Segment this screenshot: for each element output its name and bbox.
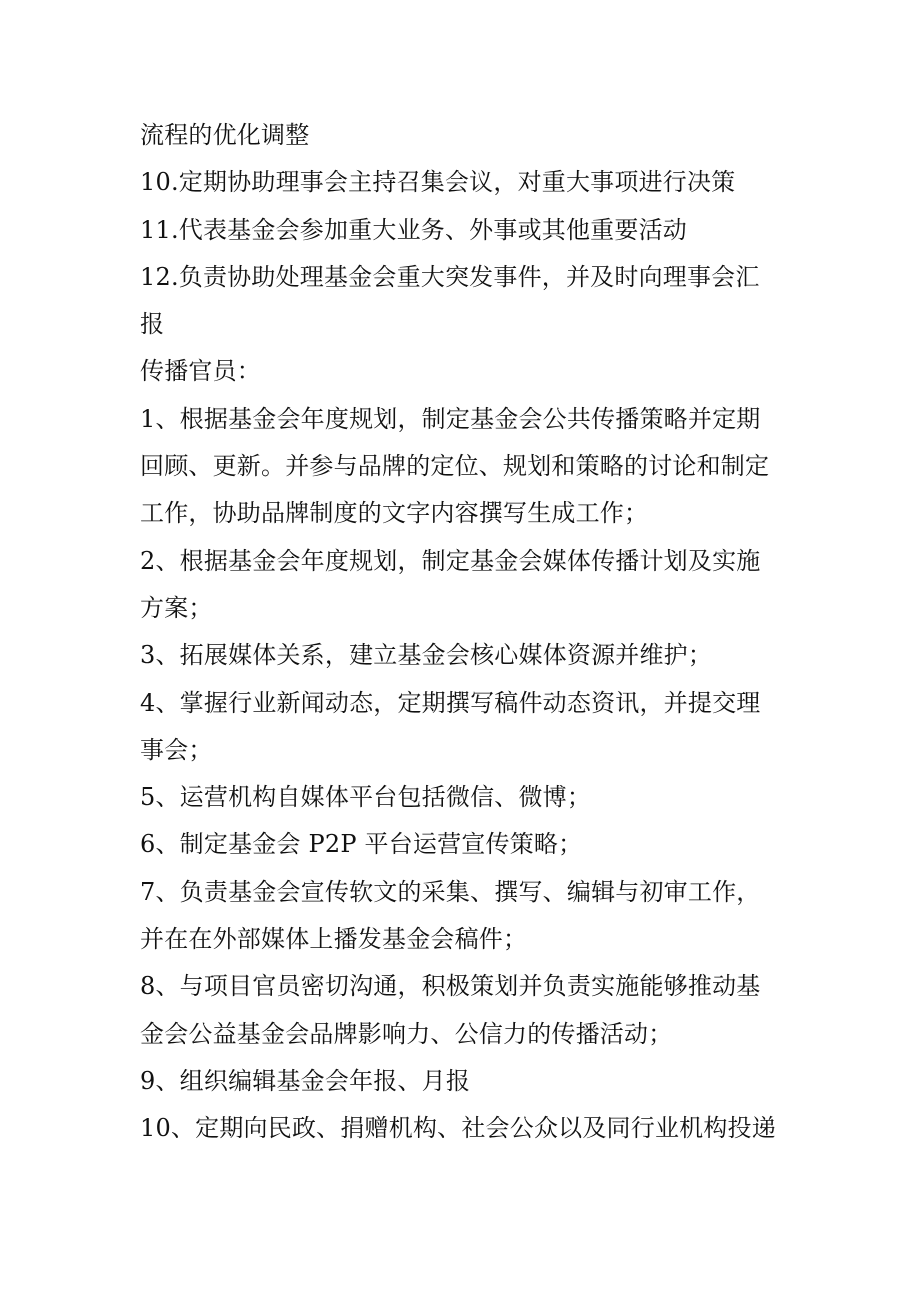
text-line: 5、运营机构自媒体平台包括微信、微博； [140,783,592,812]
text-line: 9、组织编辑基金会年报、月报 [140,1066,471,1095]
text-line: 7、负责基金会宣传软文的采集、撰写、编辑与初审工作， [140,877,761,906]
text-line: 6、制定基金会 P2P 平台运营宣传策略； [140,830,583,859]
text-line: 事会； [140,735,213,764]
text-line: 回顾、更新。并参与品牌的定位、规划和策略的讨论和制定 [140,452,770,481]
text-line: 10、定期向民政、捐赠机构、社会公众以及同行业机构投递 [140,1114,776,1143]
text-line: 2、根据基金会年度规划，制定基金会媒体传播计划及实施 [140,546,761,575]
text-line: 金会公益基金会品牌影响力、公信力的传播活动； [140,1019,673,1048]
text-line: 4、掌握行业新闻动态，定期撰写稿件动态资讯，并提交理 [140,688,761,717]
document-body [140,112,790,1153]
text-line: 3、拓展媒体关系，建立基金会核心媒体资源并维护； [140,641,713,670]
text-line: 8、与项目官员密切沟通，积极策划并负责实施能够推动基 [140,972,761,1001]
text-line: 并在在外部媒体上播发基金会稿件； [140,925,528,954]
text-line: 11.代表基金会参加重大业务、外事或其他重要活动 [140,215,687,244]
text-line: 1、根据基金会年度规划，制定基金会公共传播策略并定期 [140,404,761,433]
text-line: 流程的优化调整 [140,121,310,149]
text-line: 12.负责协助处理基金会重大突发事件，并及时向理事会汇 [140,262,760,291]
text-line: 方案； [140,593,213,622]
text-line: 工作，协助品牌制度的文字内容撰写生成工作； [140,499,649,528]
text-line: 10.定期协助理事会主持召集会议，对重大事项进行决策 [140,168,736,197]
section-heading: 传播官员： [140,357,261,386]
text-line: 报 [140,310,165,339]
